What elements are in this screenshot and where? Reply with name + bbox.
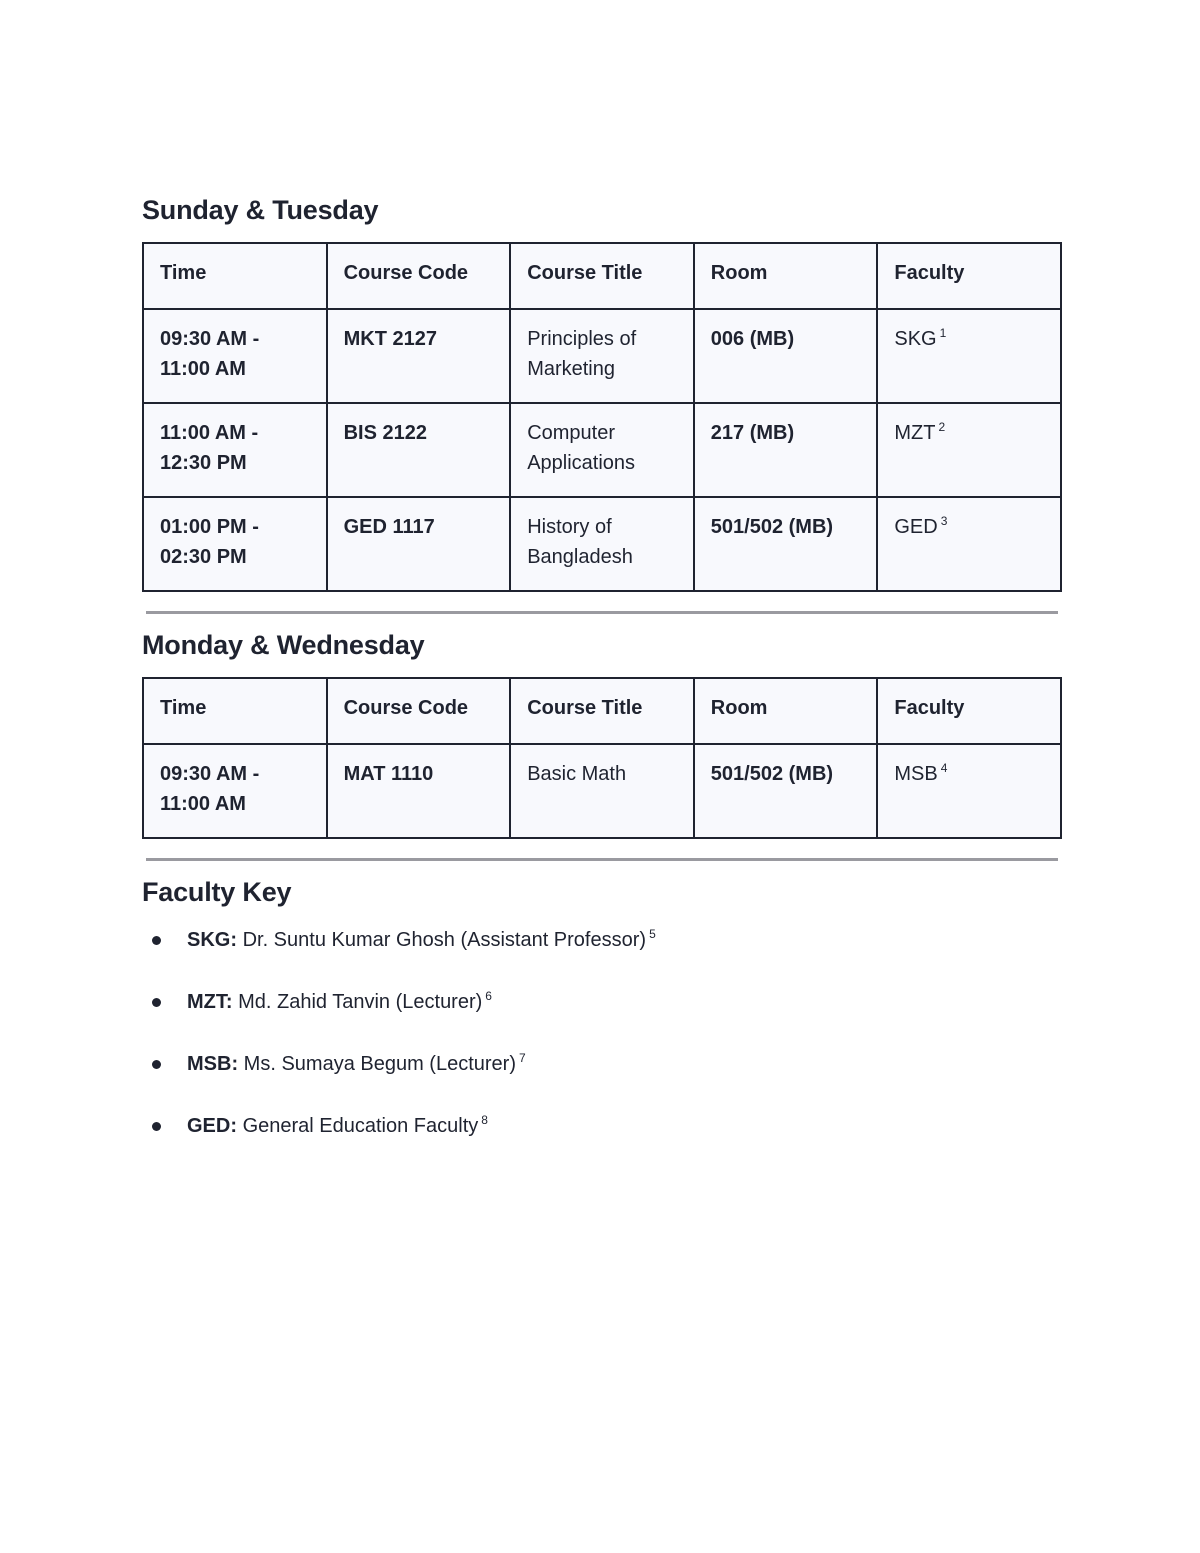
bullet-icon	[152, 1060, 161, 1069]
course-code-cell: GED 1117	[327, 497, 511, 591]
faculty-name: Ms. Sumaya Begum (Lecturer)	[243, 1053, 516, 1075]
list-item	[142, 1048, 1062, 1080]
course-title-cell: Basic Math	[510, 744, 694, 838]
footnote-marker: 3	[940, 514, 948, 528]
table-header-row	[143, 243, 1061, 309]
bullet-icon	[152, 936, 161, 945]
list-item	[142, 1110, 1062, 1142]
footnote-marker: 1	[939, 326, 947, 340]
time-cell: 09:30 AM - 11:00 AM	[143, 309, 327, 403]
document-page	[142, 190, 1062, 1172]
table-row	[143, 309, 1061, 403]
list-item	[142, 986, 1062, 1018]
faculty-cell: MSB $^4$	[877, 744, 1061, 838]
room-cell: 217 (MB)	[694, 403, 878, 497]
faculty-name: Md. Zahid Tanvin (Lecturer)	[238, 991, 483, 1013]
column-header-time: Time	[143, 243, 327, 309]
bullet-icon	[152, 1122, 161, 1131]
course-title-cell: History of Bangladesh	[510, 497, 694, 591]
faculty-cell: GED $^3$	[877, 497, 1061, 591]
course-code-cell: MKT 2127	[327, 309, 511, 403]
faculty-abbr: MSB:	[187, 1053, 239, 1075]
room-cell: 501/502 (MB)	[694, 497, 878, 591]
column-header-faculty: Faculty	[877, 243, 1061, 309]
column-header-faculty: Faculty	[877, 678, 1061, 744]
faculty-name: Dr. Suntu Kumar Ghosh (Assistant Professor)	[242, 929, 647, 951]
column-header-time: Time	[143, 678, 327, 744]
course-title-cell: Principles of Marketing	[510, 309, 694, 403]
table-row	[143, 497, 1061, 591]
column-header-course-title: Course Title	[510, 243, 694, 309]
table-header-row	[143, 678, 1061, 744]
section-title-sunday-tuesday: Sunday & Tuesday	[142, 195, 379, 225]
column-header-course-title: Course Title	[510, 678, 694, 744]
course-code-cell: MAT 1110	[327, 744, 511, 838]
section-divider	[146, 858, 1058, 861]
faculty-abbr: MZT:	[187, 991, 233, 1013]
table-row	[143, 403, 1061, 497]
footnote-marker: 8	[481, 1113, 488, 1127]
footnote-marker: 5	[649, 927, 656, 941]
footnote-marker: 2	[938, 420, 946, 434]
footnote-marker: 4	[940, 761, 948, 775]
footnote-marker: 6	[485, 989, 492, 1003]
course-title-cell: Computer Applications	[510, 403, 694, 497]
bullet-icon	[152, 998, 161, 1007]
section-title-faculty-key: Faculty Key	[142, 877, 292, 907]
time-cell: 01:00 PM - 02:30 PM	[143, 497, 327, 591]
room-cell: 501/502 (MB)	[694, 744, 878, 838]
list-item	[142, 924, 1062, 956]
section-title-monday-wednesday: Monday & Wednesday	[142, 630, 425, 660]
column-header-room: Room	[694, 678, 878, 744]
column-header-course-code: Course Code	[327, 243, 511, 309]
time-cell: 11:00 AM - 12:30 PM	[143, 403, 327, 497]
column-header-room: Room	[694, 243, 878, 309]
faculty-cell: SKG $^1$	[877, 309, 1061, 403]
faculty-abbr: GED:	[187, 1115, 237, 1137]
schedule-table-monday-wednesday	[142, 677, 1062, 839]
table-row	[143, 744, 1061, 838]
footnote-marker: 7	[519, 1051, 526, 1065]
schedule-table-sunday-tuesday	[142, 242, 1062, 592]
section-divider	[146, 611, 1058, 614]
faculty-abbr: SKG:	[187, 929, 237, 951]
faculty-cell: MZT $^2$	[877, 403, 1061, 497]
faculty-key-list	[142, 924, 1062, 1142]
room-cell: 006 (MB)	[694, 309, 878, 403]
column-header-course-code: Course Code	[327, 678, 511, 744]
course-code-cell: BIS 2122	[327, 403, 511, 497]
faculty-name: General Education Faculty	[242, 1115, 479, 1137]
time-cell: 09:30 AM - 11:00 AM	[143, 744, 327, 838]
